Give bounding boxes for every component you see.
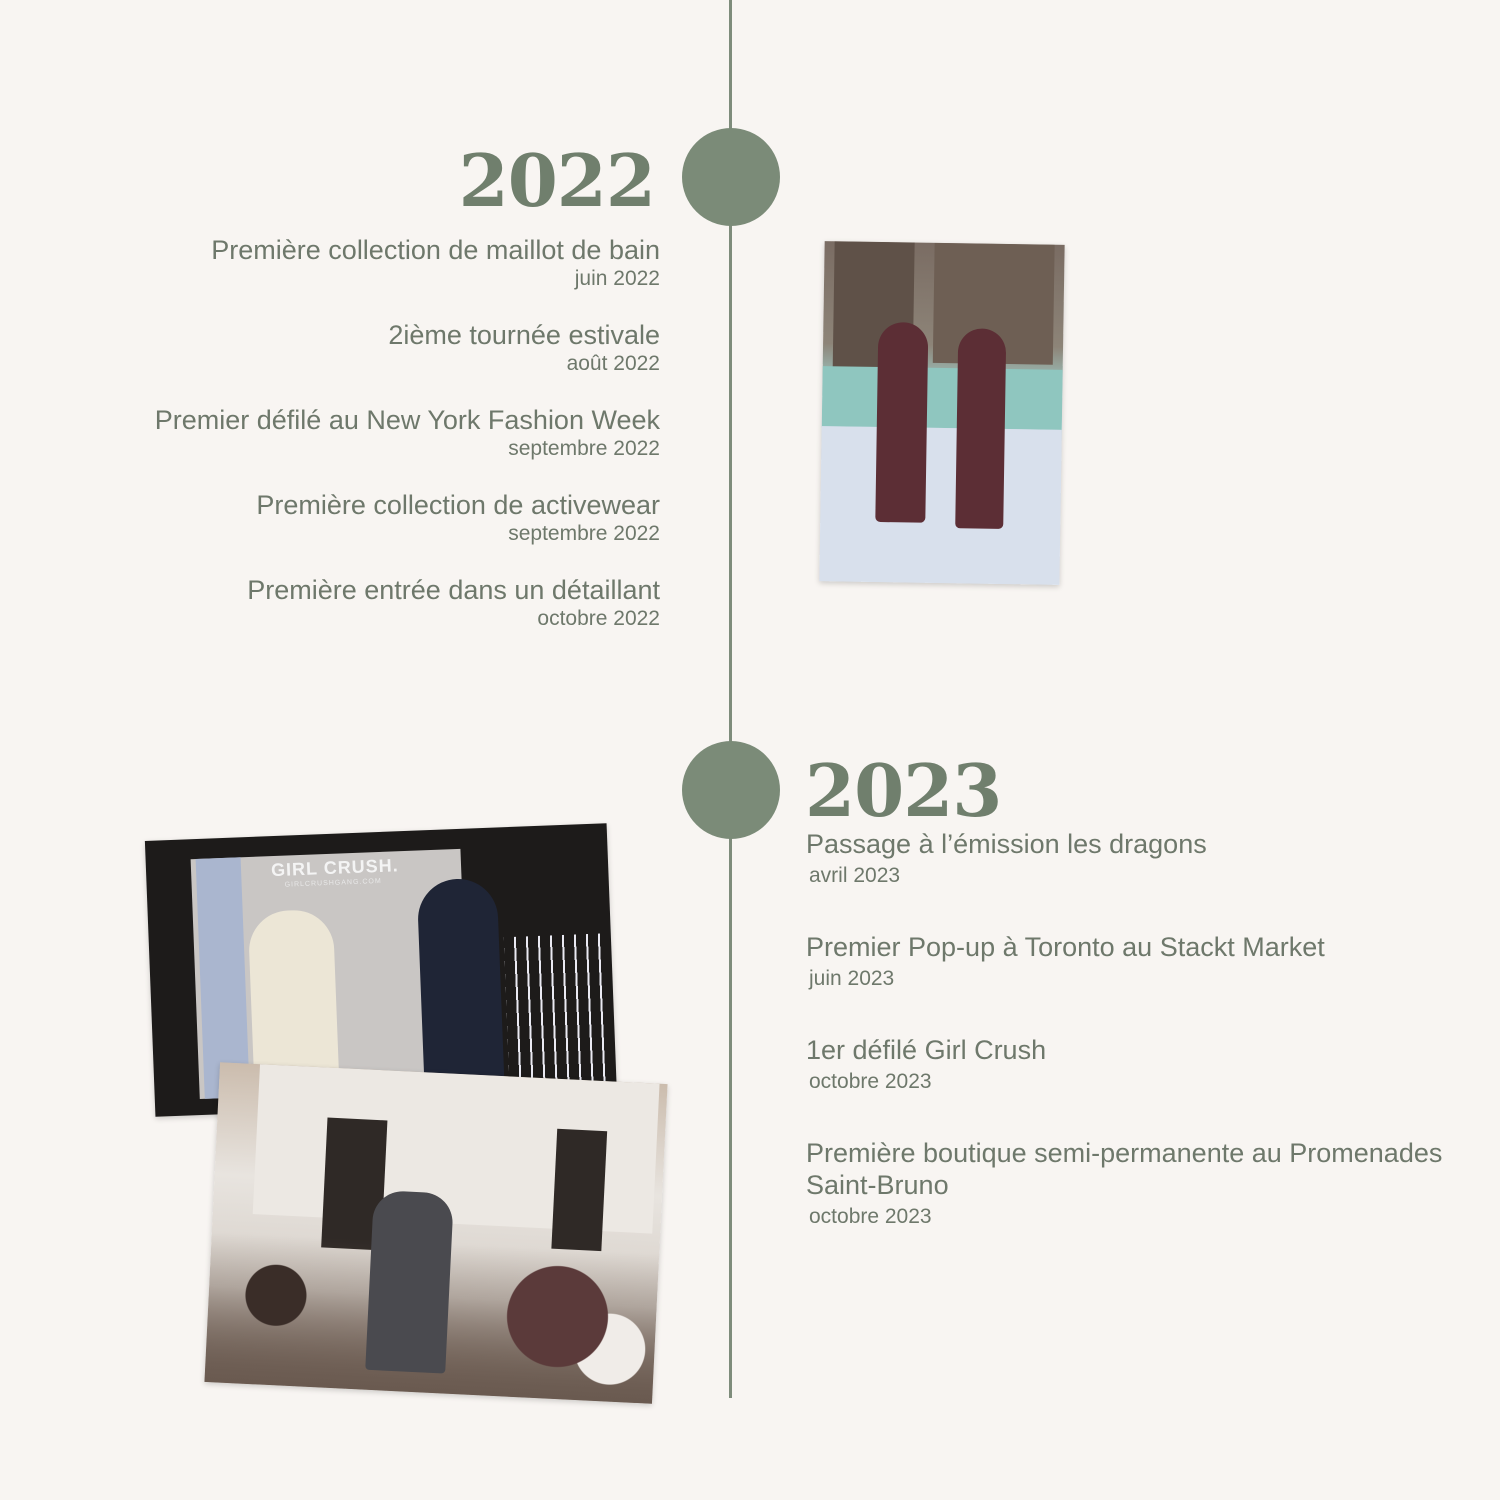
event-item <box>0 319 660 404</box>
event-title: Passage à l’émission les dragons <box>806 829 1207 859</box>
photo-logo-subtext: GIRLCRUSHGANG.COM <box>284 877 382 889</box>
photo-doorway <box>551 1129 607 1251</box>
event-date: octobre 2022 <box>537 607 660 630</box>
event-title: Première entrée dans un détaillant <box>247 575 660 605</box>
event-title: Premier Pop-up à Toronto au Stackt Market <box>806 932 1325 962</box>
events-list-2022 <box>0 234 660 659</box>
timeline-dot-2022 <box>682 128 780 226</box>
photo-models-walking <box>365 1190 454 1374</box>
photo-rooftop-runway <box>819 241 1064 585</box>
photo-logo-text: GIRL CRUSH. <box>270 855 400 881</box>
event-item <box>806 1137 1446 1230</box>
photo-model <box>875 322 928 523</box>
timeline-dot-2023 <box>682 741 780 839</box>
photo-railing <box>822 366 1063 430</box>
event-item <box>0 234 660 319</box>
event-title: 2ième tournée estivale <box>388 320 660 350</box>
event-date: octobre 2023 <box>809 1205 932 1228</box>
event-item <box>806 1034 1446 1095</box>
year-heading-2022: 2022 <box>458 138 655 223</box>
event-title: Premier défilé au New York Fashion Week <box>154 405 660 435</box>
event-item <box>806 931 1446 992</box>
photo-runway <box>819 426 1061 585</box>
event-date: juin 2023 <box>809 967 895 990</box>
event-date: août 2022 <box>566 352 660 375</box>
photo-fashion-show <box>204 1062 667 1404</box>
year-heading-2023: 2023 <box>805 748 1002 833</box>
event-date: juin 2022 <box>574 267 660 290</box>
event-item <box>0 574 660 659</box>
event-item <box>806 828 1446 889</box>
event-title: Première collection de maillot de bain <box>211 235 660 265</box>
event-date: septembre 2022 <box>508 522 660 545</box>
event-date: avril 2023 <box>809 864 901 887</box>
events-list-2023 <box>806 828 1446 1272</box>
event-date: septembre 2022 <box>508 437 660 460</box>
event-item <box>0 404 660 489</box>
event-date: octobre 2023 <box>809 1070 932 1093</box>
event-title: Première collection de activewear <box>256 490 660 520</box>
event-title: Première boutique semi-permanente au Promenades Saint-Bruno <box>806 1138 1443 1200</box>
event-title: 1er défilé Girl Crush <box>806 1035 1047 1065</box>
photo-model <box>955 328 1006 529</box>
event-item <box>0 489 660 574</box>
